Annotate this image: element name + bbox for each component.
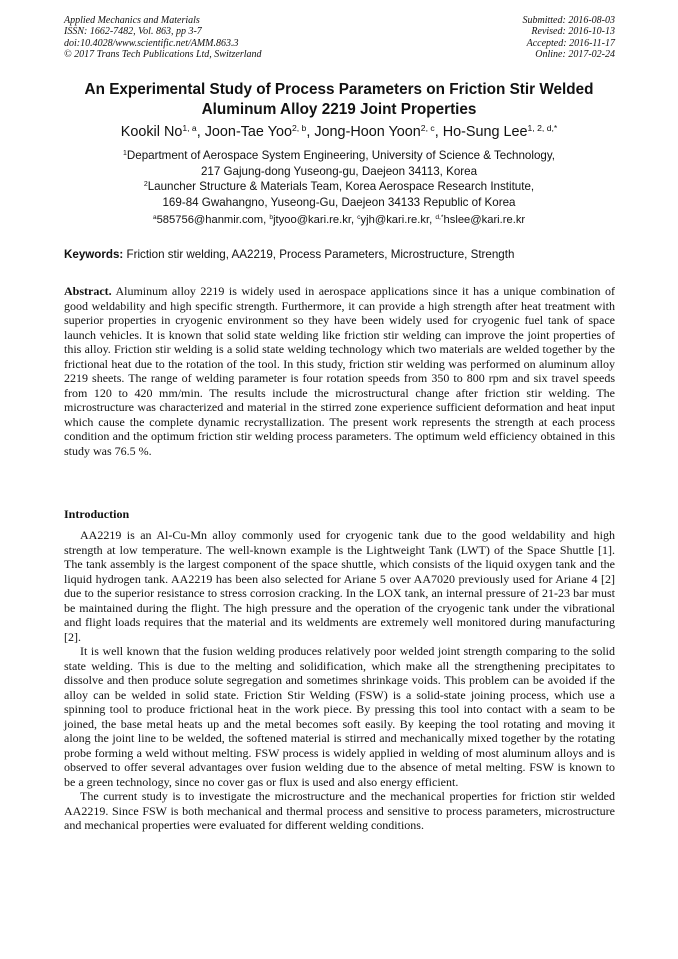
submitted-date: Submitted: 2016-08-03 (522, 15, 615, 26)
abstract-text: Aluminum alloy 2219 is widely used in aerospace applications since it has a unique combination of good weldability and high specific strength. Furthermore, it can provide a high strength after heat treatment with superior properties in cryogenic environment so they have been widely used for cryogenic fuel tank of space launch vehicles. It is known that solid state welding like friction stir welding can improve the joint properties of this alloy. Friction stir welding is a solid state welding technology which two materials are welded together by the frictional heat due to the rotation of the tool. In this study, friction stir welding was performed on aluminum alloy 2219 sheets. The range of welding parameter is four rotation speeds from 350 to 800 rpm and six travel speeds from 120 to 420 mm/min. The results include the microstructural change after friction stir welding. The microstructure was characterized and material in the stirred zone experience sufficient deformation and heat input which cause the complete dynamic recrystallization. The present work represents the strength at each process condition and the optimum friction stir welding process parameters. The optimum weld efficiency obtained in this study was 76.5 %. (64, 284, 616, 458)
affiliation-1-line-1: $^1$Department of Aerospace System Engineering, University of Science & Technology, (123, 149, 555, 162)
email-link[interactable]: 585756@hanmir.com, (156, 214, 270, 226)
paper-title (40, 80, 638, 120)
title-line-1: An Experimental Study of Process Parameters on Friction Stir Welded (84, 81, 594, 98)
author-affiliation-mark: 2, c (420, 122, 435, 133)
paragraph: It is well known that the fusion welding produces relatively poor welded joint strength comparing to the solid state welding. This is due to the melting and solidification, which make all the strengthening precipitates to dissolve and then produce solute segregation and sometimes shrinkage voids. This problem can be avoided if the alloy can be welded in solid state. Friction Stir Welding (FSW) is a solid-state joining process, which use a spinning tool to produce frictional heat in the work piece. By pressing this tool into contact with a seam to be joined, the base metal heats up and the metal becomes soft easily. By keeping the tool rotating and moving it along the joint line to be welded, the softened material is stirred and mechanically mixed together by the rotating probe forming a weld without melting. FSW process is widely applied in welding of most aluminum alloys and is observed to offer several advantages over fusion welding due to the absence of metal melting. FSW is known to be a green technology, since no cover gas or flux is used and also energy efficient. (64, 644, 615, 789)
copyright: © 2017 Trans Tech Publications Ltd, Switzerland (64, 49, 262, 61)
doi: doi:10.4028/www.scientific.net/AMM.863.3 (64, 37, 239, 49)
author-name: Ho-Sung Lee (442, 124, 528, 140)
accepted-date: Accepted: 2016-11-17 (526, 37, 615, 49)
paragraph: The current study is to investigate the microstructure and the mechanical properties for friction stir welded AA2219. Since FSW is both mechanical and thermal process and sensitive to process parameters, microstructure and mechanical properties were evaluated for different welding conditions. (64, 789, 615, 832)
affiliations (40, 148, 638, 210)
author-name: Jong-Hoon Yoon (314, 124, 421, 140)
introduction-body (64, 528, 615, 833)
affiliation-2-line-1: $^2$Launcher Structure & Materials Team, Korea Aerospace Research Institute, (143, 180, 535, 193)
author-name: Kookil No (120, 124, 183, 140)
keywords-label: Keywords: (64, 248, 124, 261)
email-link[interactable]: yjh@kari.re.kr, (360, 214, 436, 226)
online-date: Online: 2017-02-24 (535, 49, 615, 61)
abstract (64, 284, 615, 458)
section-heading-introduction: Introduction (64, 507, 130, 521)
keywords-text: Friction stir welding, AA2219, Process Parameters, Microstructure, Strength (126, 248, 515, 261)
journal-name: Applied Mechanics and Materials (64, 15, 200, 26)
paragraph: AA2219 is an Al-Cu-Mn alloy commonly used for cryogenic tank due to the good weldability and high strength at low temperature. The well-known example is the Lightweight Tank (LWT) of the Space Shuttle [1]. The tank assembly is the largest component of the space shuttle, which consists of the liquid oxygen tank and the liquid hydrogen tank. AA2219 has been also selected for Ariane 5 over AA7020 previously used for Ariane 4 [2] due to the superior resistance to stress corrosion cracking. In the LOX tank, an internal pressure of 21-23 bar must be maintained during the flight. The high pressure and the operation of the cryogenic tank under the vibrational and flight loads requires that the material and its weldments are extremely well monitored during manufacturing [2]. (64, 528, 615, 644)
dates-header (523, 15, 616, 61)
author-list: Kookil No$^{1, a}$, Joon-Tae Yoo$^{2, b}$, Jong-Hoon Yoon$^{2, c}$, Ho-Sung Lee$^{1, 2, d,*}$ (120, 122, 558, 140)
author-name: Joon-Tae Yoo (204, 124, 292, 140)
email-link[interactable]: jtyoo@kari.re.kr, (273, 214, 358, 226)
affiliation-2-line-2: 169-84 Gwahangno, Yuseong-Gu, Daejeon 34133 Republic of Korea (162, 195, 516, 209)
author-affiliation-mark: 1, 2, d,* (527, 122, 558, 133)
issn: ISSN: 1662-7482, Vol. 863, pp 3-7 (64, 26, 202, 38)
keywords (64, 247, 616, 263)
email-list: $^a$585756@hanmir.com, $^b$jtyoo@kari.re.kr, $^c$yjh@kari.re.kr, $^{d,*}$hslee@kari.re.kr (152, 213, 526, 226)
email-link[interactable]: hslee@kari.re.kr (443, 214, 526, 226)
author-affiliation-mark: 1, a (182, 122, 197, 133)
affiliation-1-line-2: 217 Gajung-dong Yuseong-gu, Daejeon 34113, Korea (200, 164, 478, 178)
title-line-2: Aluminum Alloy 2219 Joint Properties (201, 101, 477, 118)
revised-date: Revised: 2016-10-13 (531, 26, 615, 38)
abstract-label: Abstract. (64, 284, 112, 298)
author-affiliation-mark: 2, b (291, 122, 307, 133)
journal-header (64, 15, 262, 61)
